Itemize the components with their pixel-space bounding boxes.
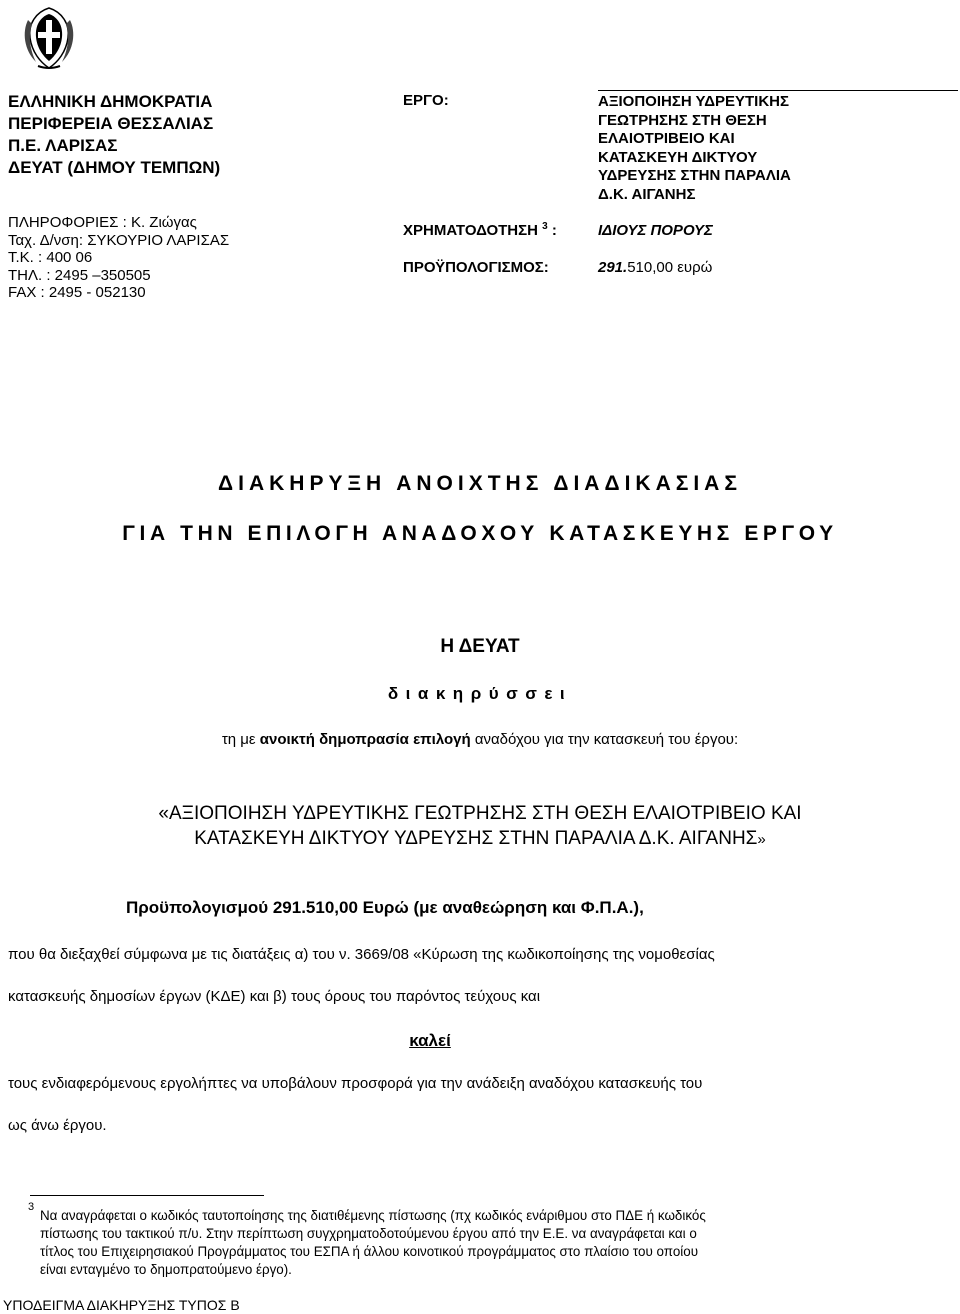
body-paragraph: ως άνω έργου. — [8, 1117, 107, 1134]
footnote-line: Να αναγράφεται ο κωδικός ταυτοποίησης της διατιθέμενης πίστωσης (πχ κωδικός ενάριθμου στο ΠΔΕ ή κωδικός — [40, 1208, 706, 1223]
body-paragraph: τους ενδιαφερόμενους εργολήπτες να υποβάλουν προσφορά για την ανάδειξη αναδόχου κατασκευής του — [8, 1075, 703, 1092]
declares-heading: διακηρύσσει — [387, 684, 573, 703]
tender-text: τη με — [221, 731, 260, 748]
project-title-line: ΑΞΙΟΠΟΙΗΣΗ ΥΔΡΕΥΤΙΚΗΣ — [598, 93, 789, 110]
project-title-line: Δ.Κ. ΑΙΓΑΝΗΣ — [598, 185, 696, 203]
issuing-authority — [8, 91, 220, 179]
funding-value: ΙΔΙΟΥΣ ΠΟΡΟΥΣ — [598, 222, 713, 239]
project-title-line: ΕΛΑΙΟΤΡΙΒΕΙΟ ΚΑΙ — [598, 130, 735, 147]
tender-procedure: ανοικτή δημοπρασία — [259, 731, 409, 748]
tender-description — [8, 731, 952, 748]
budget-label: ΠΡΟΫΠΟΛΟΓΙΣΜΟΣ: — [403, 259, 549, 276]
document-template-label: ΥΠΟΔΕΙΓΜΑ ΔΙΑΚΗΡΥΞΗΣ ΤΥΠΟΣ Β — [3, 1297, 240, 1313]
greek-coat-of-arms-icon — [16, 2, 82, 70]
tender-selection: επιλογή — [413, 731, 471, 748]
quote-line-text: ΚΑΤΑΣΚΕΥΗ ΔΙΚΤΥΟΥ ΥΔΡΕΥΣΗΣ ΣΤΗΝ ΠΑΡΑΛΙΑ Δ.Κ. ΑΙΓΑΝΗΣ — [194, 828, 758, 849]
contact-info — [8, 214, 229, 302]
footnote-number: 3 — [28, 1201, 35, 1213]
project-title-line: ΥΔΡΕΥΣΗΣ ΣΤΗΝ ΠΑΡΑΛΙΑ — [598, 167, 791, 184]
footnote-ref: 3 — [542, 221, 548, 232]
quote-close: » — [757, 831, 766, 848]
document-title: ΔΙΑΚΗΡΥΞΗ ΑΝΟΙΧΤΗΣ ΔΙΑΔΙΚΑΣΙΑΣ — [218, 472, 742, 495]
footnote-line: είναι ενταγμένο το δημοπρατούμενο έργο). — [40, 1262, 292, 1277]
authority-line: ΕΛΛΗΝΙΚΗ ΔΗΜΟΚΡΑΤΙΑ — [8, 92, 213, 111]
footnote-text — [40, 1207, 706, 1279]
issuer-heading: Η ΔΕΥΑΤ — [440, 636, 520, 657]
footnote-divider — [30, 1195, 264, 1196]
authority-line: Π.Ε. ΛΑΡΙΣΑΣ — [8, 136, 118, 155]
project-divider — [598, 90, 958, 91]
quote-line — [8, 826, 952, 852]
contact-line: Τ.Κ. : 400 06 — [8, 249, 93, 267]
authority-line: ΠΕΡΙΦΕΡΕΙΑ ΘΕΣΣΑΛΙΑΣ — [8, 114, 214, 133]
project-title-line: ΓΕΩΤΡΗΣΗΣ ΣΤΗ ΘΕΣΗ — [598, 111, 767, 129]
footnote-line: τίτλος του Επιχειρησιακού Προγράμματος του ΕΣΠΑ ή άλλου κοινοτικού προγράμματος στο πλαίσιο του οποίου — [40, 1244, 699, 1259]
authority-line: ΔΕΥΑΤ (ΔΗΜΟΥ ΤΕΜΠΩΝ) — [8, 158, 221, 177]
contact-line: Ταχ. Δ/νση: ΣΥΚΟΥΡΙΟ ΛΑΡΙΣΑΣ — [8, 231, 230, 249]
body-paragraph: κατασκευής δημοσίων έργων (ΚΔΕ) και β) τους όρους του παρόντος τεύχους και — [8, 988, 541, 1005]
calls-heading: καλεί — [409, 1031, 451, 1050]
contact-line: ΠΛΗΡΟΦΟΡΙΕΣ : Κ. Ζιώγας — [8, 214, 197, 231]
project-label: ΕΡΓΟ: — [403, 92, 449, 109]
footnote-line: πίστωσης του τακτικού π/υ. Στην περίπτωση συγχρηματοδοτούμενου έργου από την Ε.Ε. να αναγράφεται και ο — [40, 1226, 697, 1241]
contact-line: FAX : 2495 - 052130 — [8, 284, 146, 302]
project-quote — [8, 801, 952, 852]
contact-line: ΤΗΛ. : 2495 –350505 — [8, 266, 151, 284]
funding-label-text: ΧΡΗΜΑΤΟΔΟΤΗΣΗ — [403, 222, 538, 239]
document-subtitle: ΓΙΑ ΤΗΝ ΕΠΙΛΟΓΗ ΑΝΑΔΟΧΟΥ ΚΑΤΑΣΚΕΥΗΣ ΕΡΓΟΥ — [122, 522, 838, 545]
project-title-line: ΚΑΤΑΣΚΕΥΗ ΔΙΚΤΥΟΥ — [598, 148, 758, 166]
budget-number: 291. — [598, 259, 628, 276]
project-title — [598, 93, 791, 204]
funding-colon: : — [551, 222, 557, 239]
body-paragraph: που θα διεξαχθεί σύμφωνα με τις διατάξεις α) του ν. 3669/08 «Κύρωση της κωδικοποίησης της νομοθεσίας — [8, 946, 715, 963]
funding-label — [403, 221, 557, 239]
budget-value — [598, 259, 712, 276]
budget-number-rest: 510,00 ευρώ — [627, 259, 713, 276]
tender-text-rest: αναδόχου για την κατασκευή του έργου: — [470, 731, 739, 748]
budget-statement: Προϋπολογισμού 291.510,00 Ευρώ (με αναθεώρηση και Φ.Π.Α.), — [126, 898, 644, 917]
quote-line: «ΑΞΙΟΠΟΙΗΣΗ ΥΔΡΕΥΤΙΚΗΣ ΓΕΩΤΡΗΣΗΣ ΣΤΗ ΘΕΣΗ ΕΛΑΙΟΤΡΙΒΕΙΟ ΚΑΙ — [158, 803, 802, 824]
